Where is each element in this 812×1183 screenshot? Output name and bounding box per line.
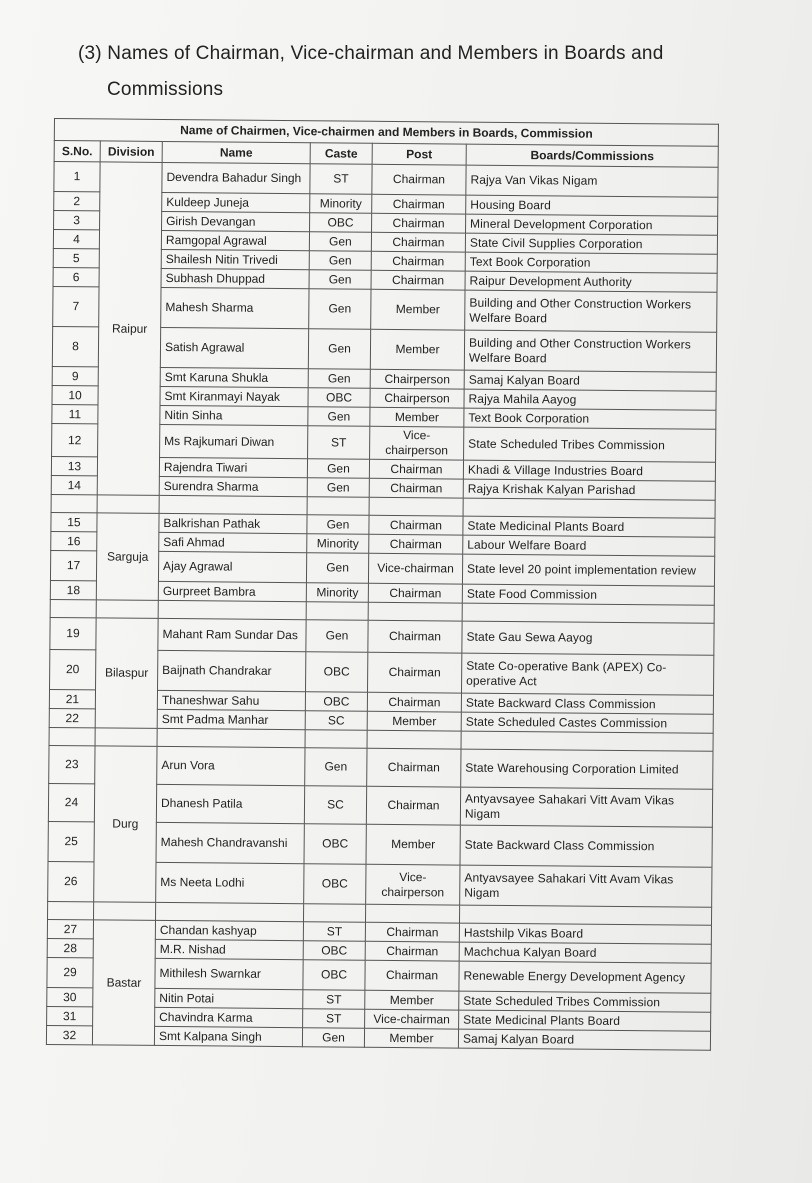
cell-sno: 2 (54, 192, 100, 211)
cell-sno: 24 (48, 783, 94, 821)
cell-post: Vice-chairperson (370, 426, 464, 460)
cell-sno: 16 (51, 531, 97, 550)
cell-sno: 31 (47, 1006, 93, 1025)
heading-line-2: Commissions (107, 79, 224, 100)
cell-name: Mahesh Chandravanshi (156, 822, 304, 863)
empty-cell (305, 730, 367, 749)
cell-board: Building and Other Construction Workers Welfare Board (464, 330, 716, 372)
cell-sno: 19 (50, 617, 96, 649)
cell-caste: OBC (308, 388, 370, 408)
cell-board: State Backward Class Commission (460, 825, 712, 867)
cell-post: Member (370, 329, 464, 370)
cell-name: Subhash Dhuppad (161, 268, 309, 288)
cell-name: Smt Padma Manhar (157, 709, 305, 729)
empty-cell (459, 905, 711, 925)
col-header-name: Name (162, 141, 310, 163)
cell-name: Gurpreet Bambra (158, 581, 306, 601)
cell-post: Chairman (368, 620, 462, 653)
empty-cell (157, 728, 305, 747)
cell-caste: OBC (303, 960, 365, 991)
cell-post: Chairman (365, 941, 459, 961)
cell-post: Chairman (371, 232, 465, 252)
empty-cell (156, 902, 304, 921)
cell-board: Rajya Mahila Aayog (464, 389, 716, 410)
cell-sno: 21 (49, 689, 95, 708)
cell-post: Chairman (365, 960, 459, 991)
cell-sno: 11 (52, 404, 98, 423)
cell-caste: OBC (305, 692, 367, 712)
empty-cell (367, 730, 461, 749)
cell-name: Ajay Agrawal (158, 551, 306, 582)
cell-post: Chairman (372, 164, 466, 195)
cell-board: Mineral Development Corporation (466, 214, 718, 235)
cell-name: Chavindra Karma (155, 1007, 303, 1027)
cell-board: State level 20 point implementation review (462, 554, 714, 586)
cell-name: Satish Agrawal (160, 327, 308, 368)
empty-cell (303, 904, 365, 923)
cell-post: Member (367, 711, 461, 731)
cell-name: Baijnath Chandrakar (158, 650, 306, 691)
cell-sno: 13 (51, 456, 97, 475)
cell-post: Vice-chairperson (366, 864, 460, 905)
empty-cell (462, 603, 714, 623)
cell-caste: Gen (309, 270, 371, 290)
cell-caste: SC (304, 786, 366, 825)
cell-sno: 29 (47, 957, 93, 987)
cell-name: Smt Karuna Shukla (160, 367, 308, 387)
cell-post: Chairman (369, 515, 463, 535)
cell-post: Chairman (369, 459, 463, 479)
cell-board: State Medicinal Plants Board (459, 1010, 711, 1031)
empty-cell (158, 600, 306, 619)
empty-cell (307, 497, 369, 516)
cell-caste: Gen (308, 369, 370, 389)
cell-board: Raipur Development Authority (465, 271, 717, 292)
cell-post: Chairman (368, 583, 462, 603)
cell-name: Smt Kalpana Singh (154, 1026, 302, 1046)
cell-board: State Civil Supplies Corporation (465, 233, 717, 254)
cell-caste: Gen (307, 478, 369, 498)
cell-post: Chairman (367, 692, 461, 712)
table-caption: Name of Chairmen, Vice-chairmen and Members in Boards, Commission (54, 119, 718, 147)
cell-post: Chairman (366, 786, 460, 825)
cell-post: Member (371, 289, 465, 330)
cell-caste: Gen (309, 232, 371, 252)
cell-caste: ST (303, 922, 365, 942)
cell-caste: ST (303, 1009, 365, 1029)
cell-caste: ST (310, 164, 372, 195)
col-header-division: Division (100, 141, 162, 163)
cell-caste: Gen (309, 251, 371, 271)
cell-sno: 23 (49, 745, 95, 783)
cell-board: State Scheduled Tribes Commission (459, 991, 711, 1012)
table-body (46, 162, 718, 1051)
empty-cell (368, 602, 462, 621)
members-table (46, 118, 719, 1051)
empty-cell (461, 731, 713, 751)
cell-sno: 8 (52, 326, 98, 366)
cell-name: M.R. Nishad (155, 939, 303, 959)
cell-caste: ST (308, 426, 370, 460)
heading-line-1: (3) Names of Chairman, Vice-chairman and Members in Boards and (78, 43, 664, 64)
cell-caste: Minority (307, 534, 369, 554)
cell-sno: 26 (48, 861, 94, 901)
cell-name: Ramgopal Agrawal (161, 230, 309, 250)
cell-board: Renewable Energy Development Agency (459, 961, 711, 993)
cell-sno: 1 (54, 162, 100, 192)
cell-board: Machchua Kalyan Board (459, 942, 711, 963)
cell-post: Chairman (372, 213, 466, 233)
cell-name: Mahesh Sharma (161, 287, 309, 328)
empty-cell (50, 599, 96, 617)
cell-board: State Medicinal Plants Board (463, 516, 715, 537)
cell-name: Kuldeep Juneja (162, 192, 310, 212)
cell-caste: Gen (307, 459, 369, 479)
cell-name: Nitin Potai (155, 988, 303, 1008)
cell-post: Chairman (369, 478, 463, 498)
empty-cell (48, 901, 94, 919)
cell-board: State Gau Sewa Aayog (462, 621, 714, 655)
cell-board: State Warehousing Corporation Limited (461, 749, 713, 789)
cell-board: Rajya Van Vikas Nigam (466, 165, 718, 197)
col-header-post: Post (372, 143, 466, 165)
cell-board: Antyavsayee Sahakari Vitt Avam Vikas Nigam (460, 865, 712, 907)
cell-sno: 32 (46, 1025, 92, 1044)
cell-division: Bilaspur (95, 618, 158, 729)
cell-sno: 18 (50, 580, 96, 599)
cell-board: State Food Commission (462, 584, 714, 605)
cell-sno: 10 (52, 385, 98, 404)
cell-caste: SC (305, 711, 367, 731)
cell-sno: 6 (53, 267, 99, 286)
cell-post: Vice-chairman (365, 1009, 459, 1029)
cell-sno: 5 (53, 248, 99, 267)
cell-name: Safi Ahmad (159, 532, 307, 552)
cell-board: State Scheduled Castes Commission (461, 712, 713, 733)
table-row (50, 617, 714, 655)
cell-division: Sarguja (96, 513, 159, 601)
empty-cell (369, 497, 463, 516)
cell-caste: Gen (309, 289, 371, 330)
col-header-sno: S.No. (54, 141, 100, 162)
cell-caste: ST (303, 990, 365, 1010)
cell-caste: Gen (306, 553, 368, 584)
cell-post: Chairman (365, 922, 459, 942)
cell-caste: Gen (308, 329, 370, 370)
cell-sno: 22 (49, 708, 95, 727)
cell-board: Rajya Krishak Kalyan Parishad (463, 479, 715, 500)
cell-division: Durg (94, 746, 157, 903)
cell-name: Arun Vora (157, 746, 305, 785)
col-header-board: Boards/Commissions (466, 144, 718, 167)
cell-board: Building and Other Construction Workers Welfare Board (465, 290, 717, 332)
cell-sno: 3 (54, 211, 100, 230)
cell-name: Nitin Sinha (160, 405, 308, 425)
cell-board: Antyavsayee Sahakari Vitt Avam Vikas Nigam (460, 787, 712, 827)
cell-caste: OBC (306, 652, 368, 693)
empty-cell (463, 498, 715, 518)
cell-board: State Backward Class Commission (461, 693, 713, 714)
cell-caste: Gen (308, 407, 370, 427)
cell-sno: 15 (51, 512, 97, 531)
cell-name: Mahant Ram Sundar Das (158, 618, 306, 651)
empty-cell (51, 494, 97, 512)
col-header-caste: Caste (310, 143, 372, 165)
cell-name: Mithilesh Swarnkar (155, 958, 303, 989)
page-heading (78, 36, 663, 108)
cell-sno: 27 (47, 919, 93, 938)
empty-cell (306, 602, 368, 621)
empty-cell (96, 600, 158, 619)
cell-caste: OBC (303, 941, 365, 961)
cell-sno: 17 (50, 550, 96, 580)
cell-post: Member (364, 1028, 458, 1048)
cell-name: Dhanesh Patila (156, 784, 304, 823)
cell-board: Hastshilp Vikas Board (459, 923, 711, 944)
cell-board: State Co-operative Bank (APEX) Co-operative Act (461, 653, 713, 695)
cell-name: Devendra Bahadur Singh (162, 162, 310, 193)
cell-sno: 7 (53, 286, 99, 326)
cell-board: Samaj Kalyan Board (458, 1029, 710, 1050)
cell-caste: Minority (310, 194, 372, 214)
cell-sno: 25 (48, 821, 94, 861)
cell-post: Member (366, 824, 460, 865)
cell-caste: Gen (302, 1028, 364, 1048)
cell-sno: 9 (52, 366, 98, 385)
cell-post: Chairman (368, 652, 462, 693)
cell-board: Khadi & Village Industries Board (463, 460, 715, 481)
cell-sno: 14 (51, 475, 97, 494)
cell-sno: 4 (53, 230, 99, 249)
cell-name: Chandan kashyap (155, 920, 303, 940)
cell-sno: 30 (47, 987, 93, 1006)
table-row (49, 745, 713, 789)
cell-name: Shailesh Nitin Trivedi (161, 249, 309, 269)
cell-post: Chairman (371, 270, 465, 290)
empty-cell (94, 902, 156, 921)
cell-post: Member (370, 407, 464, 427)
table-row (54, 162, 718, 198)
empty-cell (365, 904, 459, 923)
cell-post: Chairman (371, 251, 465, 271)
cell-name: Girish Devangan (162, 211, 310, 231)
cell-division: Bastar (92, 920, 155, 1046)
cell-board: Text Book Corporation (465, 252, 717, 273)
cell-caste: OBC (304, 864, 366, 905)
cell-caste: Gen (305, 748, 367, 787)
cell-post: Chairperson (370, 388, 464, 408)
cell-post: Chairman (367, 748, 461, 787)
cell-division: Raipur (97, 162, 162, 496)
cell-caste: OBC (304, 824, 366, 865)
cell-caste: Gen (307, 515, 369, 535)
cell-board: Housing Board (466, 195, 718, 216)
cell-board: Samaj Kalyan Board (464, 370, 716, 391)
empty-cell (97, 495, 159, 514)
cell-sno: 28 (47, 938, 93, 957)
cell-caste: OBC (310, 213, 372, 233)
cell-post: Vice-chairman (368, 553, 462, 584)
cell-post: Chairman (372, 194, 466, 214)
cell-name: Ms Rajkumari Diwan (160, 424, 308, 458)
cell-post: Member (365, 990, 459, 1010)
cell-name: Thaneshwar Sahu (157, 690, 305, 710)
cell-caste: Minority (306, 583, 368, 603)
cell-name: Surendra Sharma (159, 476, 307, 496)
cell-name: Ms Neeta Lodhi (156, 862, 304, 903)
cell-board: Labour Welfare Board (463, 535, 715, 556)
empty-cell (49, 727, 95, 745)
cell-sno: 20 (50, 649, 96, 689)
cell-name: Balkrishan Pathak (159, 513, 307, 533)
empty-cell (95, 728, 157, 747)
cell-sno: 12 (52, 423, 98, 456)
cell-post: Chairman (369, 534, 463, 554)
cell-name: Smt Kiranmayi Nayak (160, 386, 308, 406)
cell-post: Chairperson (370, 369, 464, 389)
empty-cell (159, 495, 307, 514)
cell-board: Text Book Corporation (464, 408, 716, 429)
cell-board: State Scheduled Tribes Commission (464, 427, 716, 462)
cell-caste: Gen (306, 620, 368, 653)
cell-name: Rajendra Tiwari (159, 457, 307, 477)
